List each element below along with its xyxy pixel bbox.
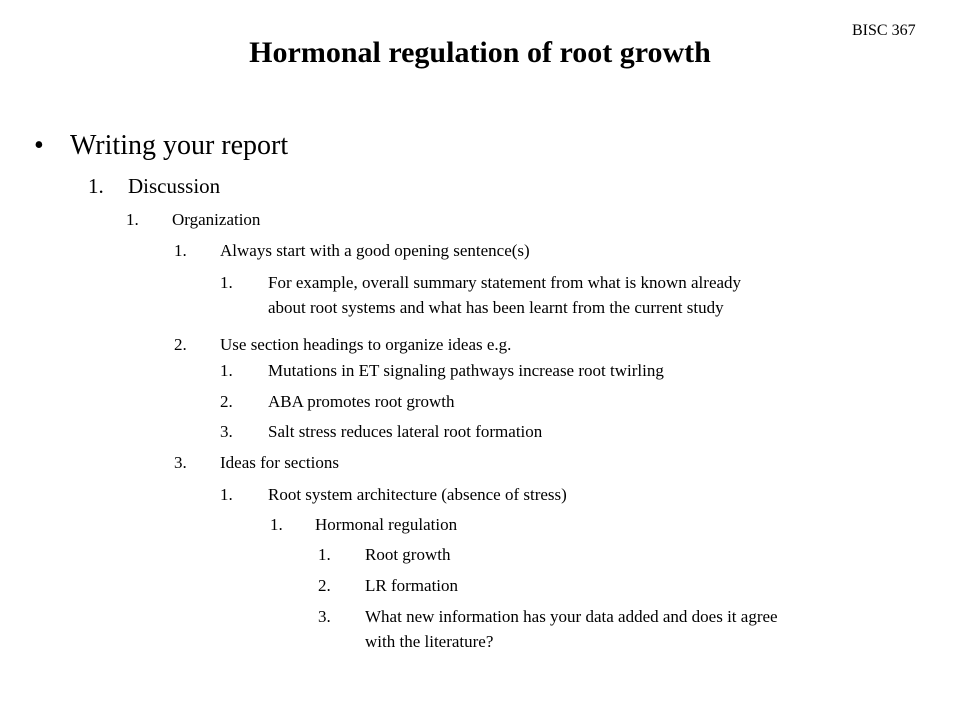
- item-number: 2.: [174, 335, 187, 354]
- item-text-continued: with the literature?: [365, 632, 494, 651]
- outline-heading-text: Writing your report: [70, 130, 289, 161]
- item-text: Use section headings to organize ideas e.g.: [220, 335, 512, 354]
- item-number: 1.: [318, 545, 331, 564]
- item-text: Salt stress reduces lateral root formation: [268, 422, 543, 441]
- item-number: 1.: [270, 515, 283, 534]
- course-code: BISC 367: [852, 22, 916, 39]
- item-text: Root growth: [365, 545, 451, 564]
- item-number: 3.: [220, 422, 233, 441]
- item-number: 1.: [220, 273, 233, 292]
- item-text: Mutations in ET signaling pathways increase root twirling: [268, 361, 664, 380]
- item-text: Discussion: [128, 174, 221, 198]
- item-number: 3.: [174, 453, 187, 472]
- item-number: 1.: [126, 210, 139, 229]
- item-number: 1.: [220, 485, 233, 504]
- slide-title: Hormonal regulation of root growth: [249, 36, 711, 69]
- item-number: 2.: [318, 576, 331, 595]
- bullet-icon: •: [34, 130, 44, 161]
- item-text: Root system architecture (absence of stress): [268, 485, 567, 504]
- item-text: Always start with a good opening sentence(s): [220, 241, 530, 260]
- item-text: For example, overall summary statement from what is known already: [268, 273, 742, 292]
- item-text: Organization: [172, 210, 261, 229]
- item-text: Ideas for sections: [220, 453, 339, 472]
- item-text: ABA promotes root growth: [268, 392, 455, 411]
- item-number: 1.: [88, 174, 104, 198]
- item-text: Hormonal regulation: [315, 515, 458, 534]
- item-number: 1.: [174, 241, 187, 260]
- item-text: What new information has your data added and does it agree: [365, 607, 778, 626]
- item-number: 3.: [318, 607, 331, 626]
- item-number: 2.: [220, 392, 233, 411]
- item-text-continued: about root systems and what has been learnt from the current study: [268, 298, 724, 317]
- item-text: LR formation: [365, 576, 459, 595]
- item-number: 1.: [220, 361, 233, 380]
